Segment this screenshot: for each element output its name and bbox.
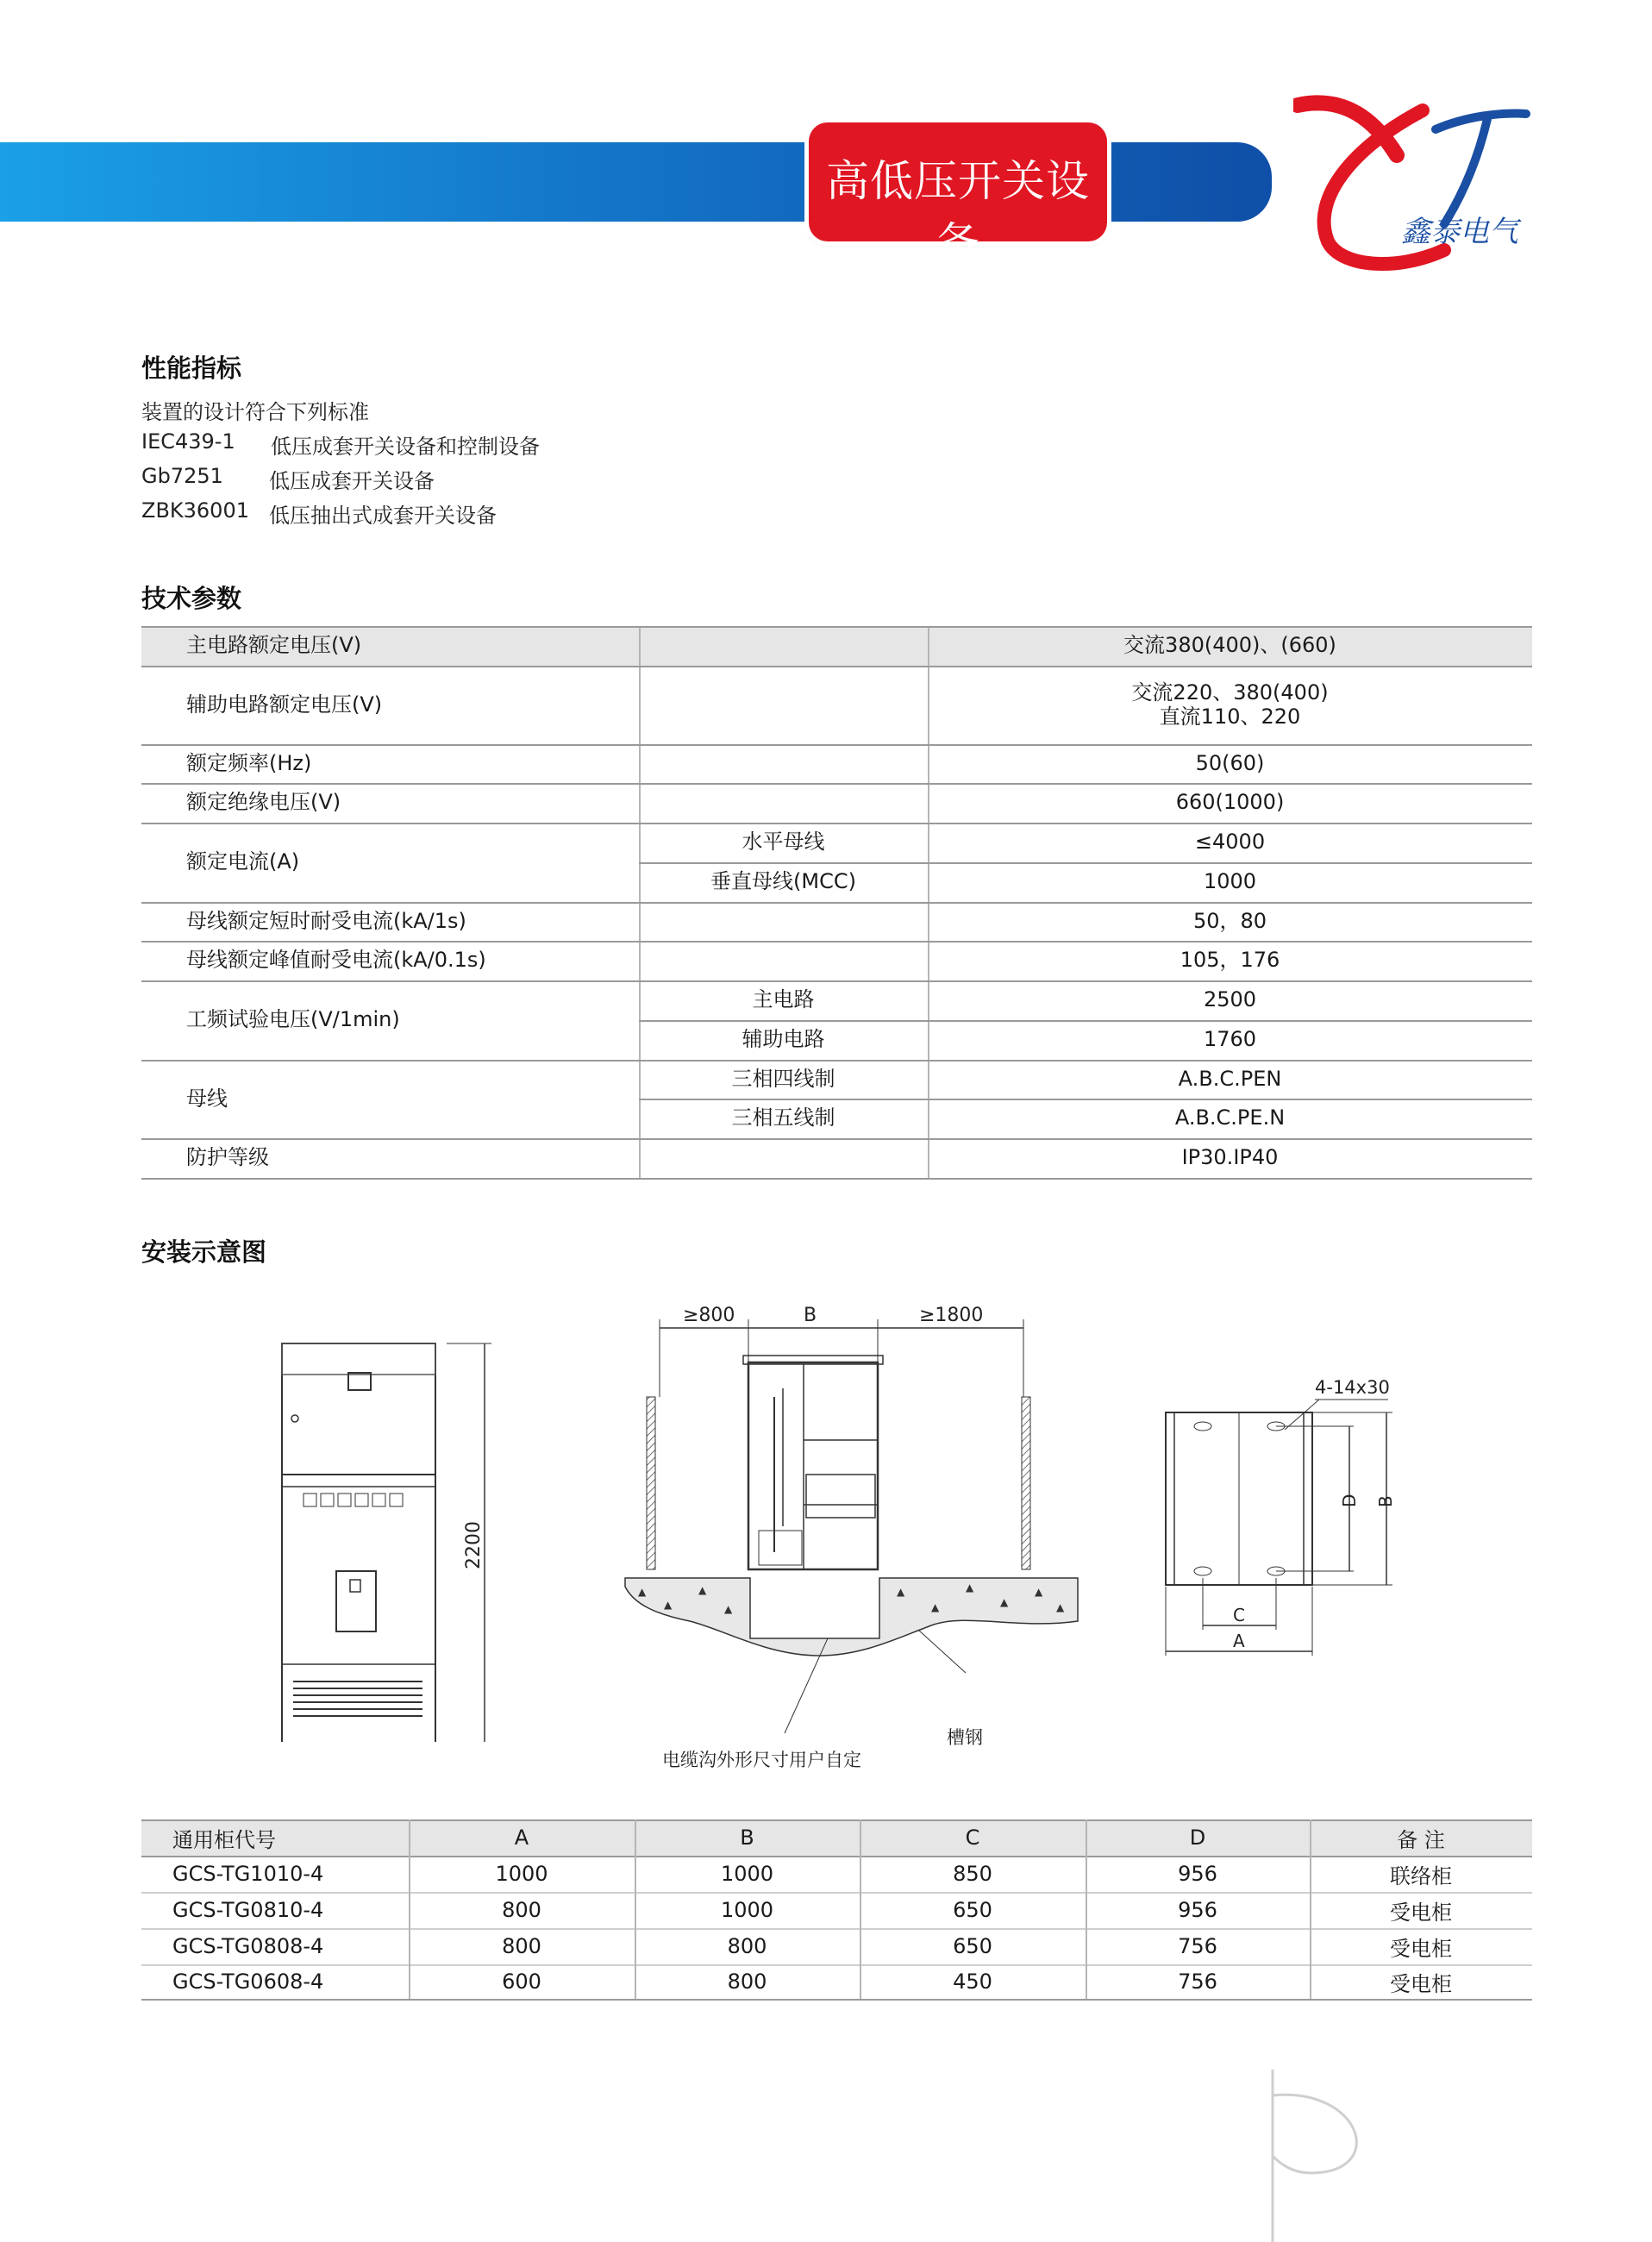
- table-cell: 756: [1178, 1934, 1217, 1958]
- table-cell: 800: [727, 1934, 767, 1958]
- steel-note: 槽钢: [947, 1727, 983, 1748]
- param-sub: 辅助电路: [742, 1027, 825, 1052]
- table-cell: 956: [1178, 1898, 1217, 1922]
- param-name: 额定频率(Hz): [186, 750, 312, 775]
- param-value-line: 直流110、220: [1159, 704, 1301, 729]
- table-header: 通用柜代号: [172, 1827, 276, 1852]
- page-mark-decoration: [1259, 2070, 1414, 2242]
- cabinet-front-view: [259, 1328, 517, 1742]
- svg-text:▲: ▲: [1035, 1586, 1043, 1598]
- svg-text:▲: ▲: [698, 1584, 707, 1596]
- width-b-label: B: [804, 1305, 817, 1326]
- table-header: B: [740, 1826, 754, 1850]
- param-name: 母线额定峰值耐受电流(kA/0.1s): [186, 948, 486, 973]
- table-cell: GCS-TG0608-4: [172, 1970, 324, 1994]
- standard-code: ZBK36001: [141, 498, 249, 523]
- dim-b-label: B: [1375, 1495, 1396, 1507]
- table-cell: 受电柜: [1390, 1971, 1452, 1996]
- param-name: 防护等级: [186, 1145, 269, 1170]
- tech-params-table: [141, 626, 1532, 1180]
- svg-text:▲: ▲: [1056, 1601, 1065, 1613]
- logo-text: 鑫泰电气: [1401, 215, 1518, 249]
- standard-name: 低压成套开关设备和控制设备: [271, 435, 540, 459]
- param-name: 母线: [186, 1086, 228, 1111]
- param-name: 额定绝缘电压(V): [186, 790, 341, 815]
- table-cell: 联络柜: [1390, 1863, 1452, 1888]
- performance-intro: 装置的设计符合下列标准: [141, 400, 369, 424]
- param-sub: 垂直母线(MCC): [710, 869, 856, 894]
- dim-a-label: A: [1233, 1631, 1245, 1651]
- table-cell: GCS-TG1010-4: [172, 1862, 324, 1886]
- dim-d-label: D: [1339, 1494, 1360, 1507]
- param-value: 2500: [1203, 987, 1257, 1012]
- param-name: 辅助电路额定电压(V): [186, 692, 383, 717]
- standard-name: 低压成套开关设备: [269, 469, 435, 493]
- param-sub: 水平母线: [742, 830, 825, 855]
- table-cell: 956: [1178, 1862, 1217, 1886]
- table-cell: 600: [502, 1970, 541, 1994]
- table-cell: GCS-TG0810-4: [172, 1898, 324, 1922]
- param-name: 额定电流(A): [186, 849, 300, 874]
- row-divider: [141, 1178, 1532, 1180]
- param-value: A.B.C.PE.N: [1174, 1105, 1286, 1130]
- trench-note: 电缆沟外形尺寸用户自定: [662, 1750, 861, 1770]
- table-cell: 800: [502, 1934, 541, 1958]
- tech-title: 技术参数: [141, 584, 242, 613]
- param-value: ≤4000: [1194, 830, 1266, 855]
- svg-text:▲: ▲: [897, 1586, 905, 1598]
- table-cell: 850: [953, 1862, 992, 1886]
- dimension-table: [141, 1819, 1532, 2001]
- param-value-line: 交流220、380(400): [1131, 679, 1329, 705]
- table-cell: 756: [1178, 1970, 1217, 1994]
- param-value: [928, 666, 1532, 744]
- dim-c-label: C: [1233, 1605, 1245, 1625]
- param-value: 50(60): [1195, 750, 1265, 775]
- param-sub: 主电路: [752, 987, 815, 1012]
- param-name: 主电路额定电压(V): [186, 633, 362, 658]
- svg-text:▲: ▲: [1000, 1596, 1009, 1608]
- param-name: 工频试验电压(V/1min): [186, 1007, 400, 1032]
- cabinet-base-plan: [1164, 1371, 1414, 1664]
- table-cell: 650: [953, 1934, 992, 1958]
- param-value: 105，176: [1180, 948, 1280, 973]
- performance-title: 性能指标: [141, 354, 242, 383]
- standard-code: Gb7251: [141, 464, 223, 488]
- param-name: 母线额定短时耐受电流(kA/1s): [186, 908, 466, 933]
- table-header: D: [1189, 1826, 1206, 1850]
- left-clearance: ≥800: [683, 1305, 735, 1326]
- svg-text:▲: ▲: [664, 1599, 673, 1611]
- standard-code: IEC439-1: [141, 429, 235, 454]
- table-cell: GCS-TG0808-4: [172, 1934, 324, 1958]
- table-cell: 650: [953, 1898, 992, 1922]
- row-divider: [141, 1999, 1532, 2001]
- standard-name: 低压抽出式成套开关设备: [269, 504, 497, 528]
- install-title: 安装示意图: [141, 1237, 267, 1267]
- table-cell: 800: [727, 1970, 767, 1994]
- table-cell: 1000: [495, 1862, 548, 1886]
- table-cell: 450: [953, 1970, 992, 1994]
- company-logo: [1293, 95, 1543, 276]
- height-label: 2200: [463, 1521, 485, 1569]
- svg-text:▲: ▲: [931, 1601, 940, 1613]
- param-value: A.B.C.PEN: [1178, 1066, 1282, 1091]
- param-value: IP30.IP40: [1181, 1145, 1279, 1170]
- param-sub: 三相四线制: [731, 1066, 835, 1091]
- param-sub: 三相五线制: [731, 1105, 835, 1130]
- table-header: 备 注: [1397, 1827, 1445, 1852]
- table-cell: 1000: [720, 1898, 774, 1922]
- right-clearance: ≥1800: [919, 1305, 984, 1326]
- header-tag-text: 高低压开关设备: [826, 156, 1090, 268]
- param-value: 1760: [1203, 1027, 1257, 1052]
- param-value: 交流380(400)、(660): [1123, 633, 1336, 658]
- svg-text:▲: ▲: [724, 1603, 733, 1615]
- table-cell: 1000: [720, 1862, 774, 1886]
- hole-label: 4-14x30: [1315, 1377, 1390, 1398]
- table-cell: 800: [502, 1898, 541, 1922]
- table-header: A: [514, 1826, 529, 1850]
- param-value: 1000: [1203, 869, 1257, 894]
- svg-text:▲: ▲: [638, 1586, 647, 1598]
- table-header: C: [965, 1826, 980, 1850]
- param-value: 660(1000): [1175, 790, 1285, 815]
- cabinet-side-section: [621, 1293, 1086, 1776]
- svg-text:▲: ▲: [966, 1581, 974, 1594]
- param-value: 50，80: [1192, 908, 1267, 933]
- table-cell: 受电柜: [1390, 1900, 1452, 1925]
- table-cell: 受电柜: [1390, 1936, 1452, 1961]
